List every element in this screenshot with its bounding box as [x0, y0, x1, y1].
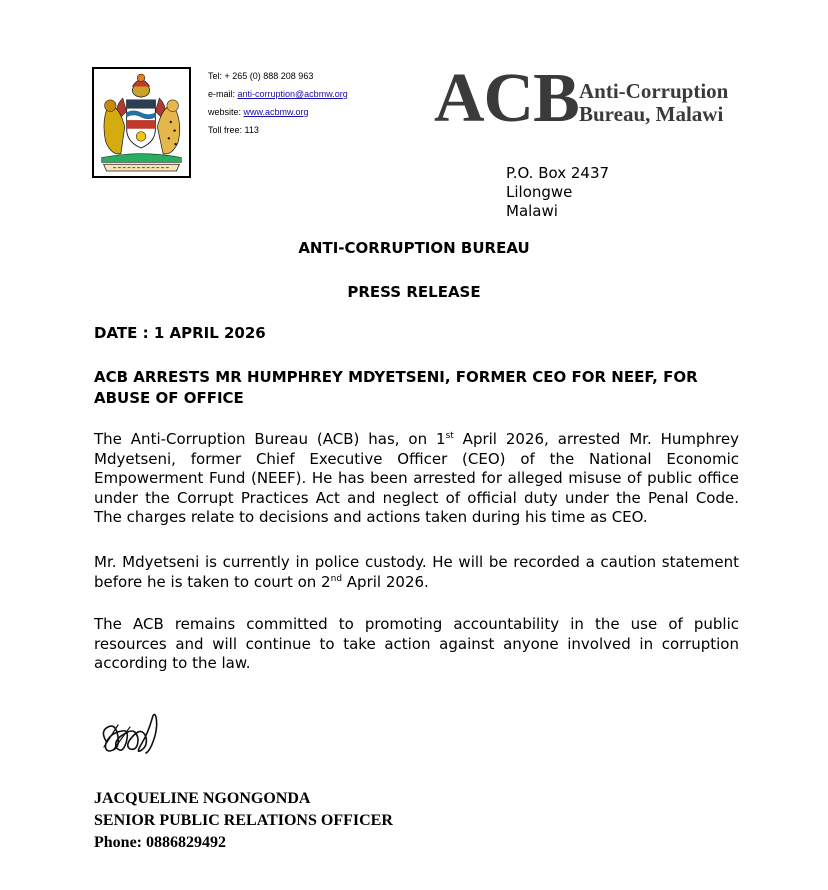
acb-logo-line1: Anti-Corruption: [579, 79, 729, 103]
acb-logo-line2: Bureau, Malawi: [579, 102, 724, 126]
contact-email: [208, 89, 348, 100]
signatory-phone: Phone: 0886829492: [94, 834, 226, 851]
body-paragraph-3: The ACB remains committed to promoting accountability in the use of public resources and will continue to take action against anyone involved in corruption according to the law.: [94, 615, 739, 672]
contact-tollfree: Toll free: 113: [208, 125, 259, 135]
body-paragraph-2: Mr. Mdyetseni is currently in police custody. He will be recorded a caution statement before he is taken to court on 2nd April 2026.: [94, 553, 739, 591]
contact-tel: Tel: + 265 (0) 888 208 963: [208, 71, 314, 81]
body-paragraph-1: The Anti-Corruption Bureau (ACB) has, on 1st April 2026, arrested Mr. Humphrey Mdyetseni, former Chief Executive Officer (CEO) of the National Economic Empowerment Fund (NEEF). He has been arrested for alleged misuse of public office under the Corrupt Practices Act and neglect of official duty under the Penal Code. The charges relate to decisions and actions taken during his time as CEO.: [94, 430, 739, 526]
signatory-name: JACQUELINE NGONGONDA: [94, 790, 311, 807]
headline-line: ABUSE OF OFFICE: [94, 389, 244, 407]
org-title: ANTI-CORRUPTION BUREAU: [298, 239, 530, 257]
website-link[interactable]: www.acbmw.org: [243, 107, 309, 117]
address-line: Lilongwe: [506, 183, 573, 201]
date-line: DATE : 1 APRIL 2026: [94, 324, 266, 342]
contact-website: [208, 107, 309, 118]
website-label: website:: [208, 107, 244, 117]
email-label: e-mail:: [208, 89, 238, 99]
signatory-title: SENIOR PUBLIC RELATIONS OFFICER: [94, 812, 393, 829]
malawi-coat-of-arms-icon: [92, 67, 191, 178]
headline-line: ACB ARRESTS MR HUMPHREY MDYETSENI, FORMER CEO FOR NEEF, FOR: [94, 368, 698, 386]
address-line: P.O. Box 2437: [506, 164, 610, 182]
acb-logo-letters: ACB: [434, 60, 579, 137]
doc-type-title: PRESS RELEASE: [347, 283, 481, 301]
address-line: Malawi: [506, 202, 558, 220]
headline: [94, 367, 698, 409]
email-link[interactable]: anti-corruption@acbmw.org: [237, 89, 348, 99]
handwritten-signature-icon: [96, 703, 166, 763]
